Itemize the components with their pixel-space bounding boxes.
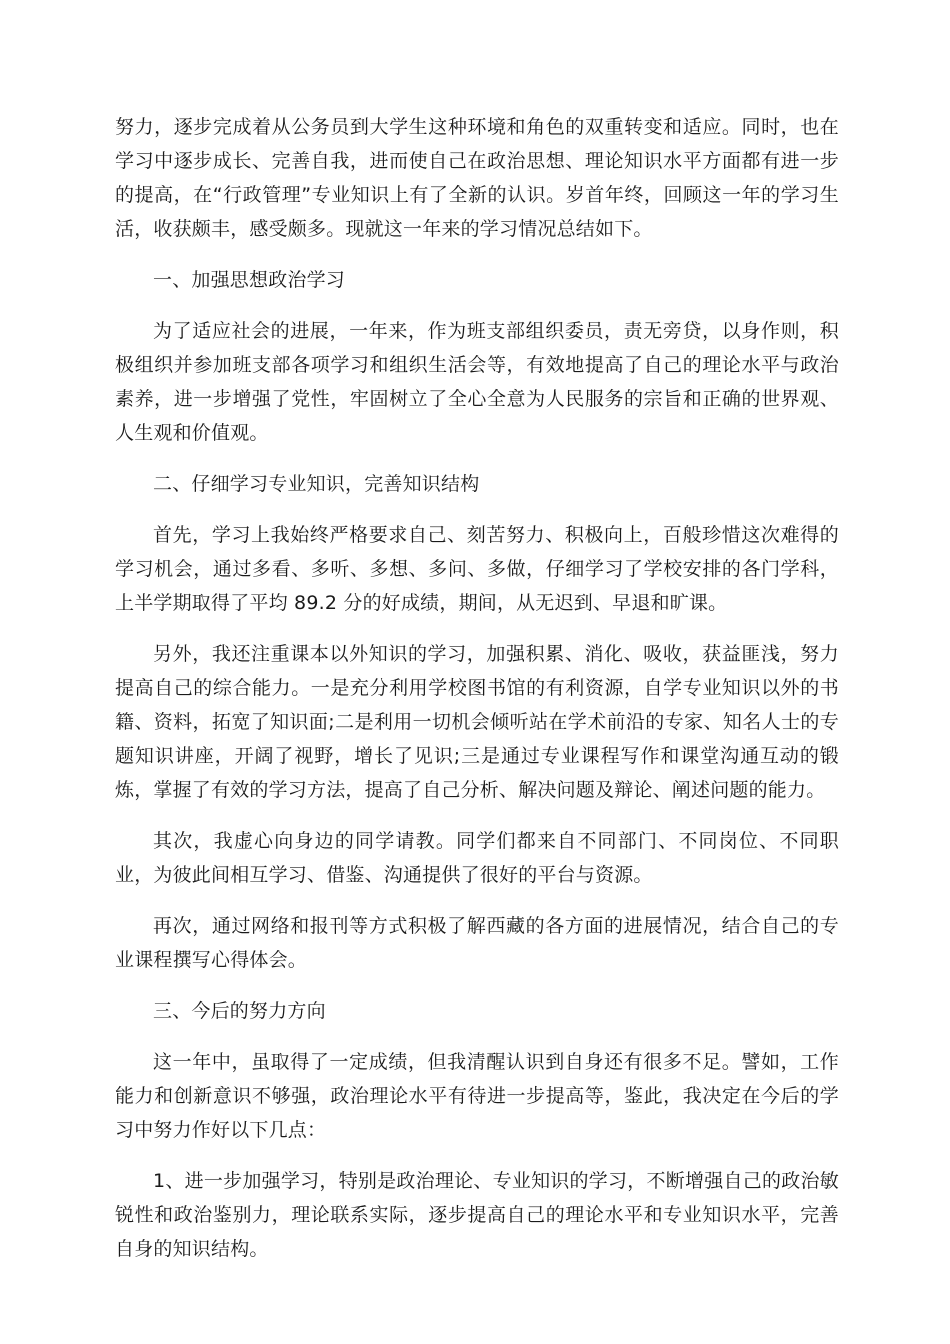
intro-paragraph: 努力，逐步完成着从公务员到大学生这种环境和角色的双重转变和适应。同时，也在学习中逐步成长、完善自我，进而使自己在政治思想、理论知识水平方面都有进一步的提高，在“行政管理”专业知识上有了全新的认识。岁首年终，回顾这一年的学习生活，收获颇丰，感受颇多。现就这一年来的学习情况总结如下。 [115,116,839,240]
section-2-paragraph-1: 首先，学习上我始终严格要求自己、刻苦努力、积极向上，百般珍惜这次难得的学习机会，通过多看、多听、多想、多问、多做，仔细学习了学校安排的各门学科，上半学期取得了平均 89.2 分的好成绩，期间，从无迟到、早退和旷课。 [115,524,839,614]
section-1-paragraph-1: 为了适应社会的进展，一年来，作为班支部组织委员，责无旁贷，以身作则，积极组织并参加班支部各项学习和组织生活会等，有效地提高了自己的理论水平与政治素养，进一步增强了党性，牢固树立了全心全意为人民服务的宗旨和正确的世界观、人生观和价值观。 [115,320,839,444]
document-body [115,110,839,1283]
section-2-heading: 二、仔细学习专业知识，完善知识结构 [153,473,480,495]
section-3-paragraph-2: 1、进一步加强学习，特别是政治理论、专业知识的学习，不断增强自己的政治敏锐性和政治鉴别力，理论联系实际，逐步提高自己的理论水平和专业知识水平，完善自身的知识结构。 [115,1170,839,1260]
section-2-paragraph-2: 另外，我还注重课本以外知识的学习，加强积累、消化、吸收，获益匪浅，努力提高自己的综合能力。一是充分利用学校图书馆的有利资源，自学专业知识以外的书籍、资料，拓宽了知识面;二是利用一切机会倾听站在学术前沿的专家、知名人士的专题知识讲座，开阔了视野，增长了见识;三是通过专业课程写作和课堂沟通互动的锻炼，掌握了有效的学习方法，提高了自己分析、解决问题及辩论、阐述问题的能力。 [115,643,839,801]
section-3-paragraph-1: 这一年中，虽取得了一定成绩，但我清醒认识到自身还有很多不足。譬如，工作能力和创新意识不够强，政治理论水平有待进一步提高等，鉴此，我决定在今后的学习中努力作好以下几点： [115,1051,839,1141]
section-2-paragraph-4: 再次，通过网络和报刊等方式积极了解西藏的各方面的进展情况，结合自己的专业课程撰写心得体会。 [115,915,839,971]
section-2-paragraph-3: 其次，我虚心向身边的同学请教。同学们都来自不同部门、不同岗位、不同职业，为彼此间相互学习、借鉴、沟通提供了很好的平台与资源。 [115,830,839,886]
section-1-heading: 一、加强思想政治学习 [153,269,346,291]
section-3-heading: 三、今后的努力方向 [153,1000,326,1022]
